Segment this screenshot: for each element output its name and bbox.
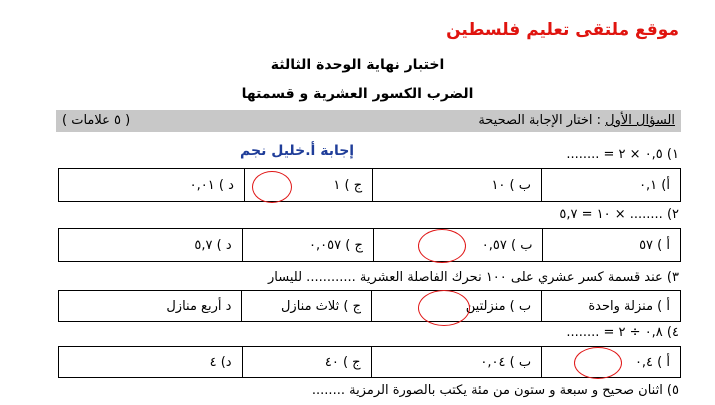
section-heading-prefix: السؤال الأول <box>605 113 675 128</box>
question-1-options <box>58 168 681 202</box>
q2-option-c[interactable]: ج ) ٠,٠٥٧ <box>242 229 373 262</box>
q4-option-d[interactable]: د) ٤ <box>59 347 243 378</box>
q1-option-d[interactable]: د ) ٠,٠١ <box>59 169 245 202</box>
section-heading-suffix: : اختار الإجابة الصحيحة <box>478 113 606 128</box>
q1-answer-circle <box>252 171 292 203</box>
q3-option-b[interactable]: ب ) منزلتين <box>372 291 542 322</box>
question-3-options <box>58 290 681 322</box>
section-marks: ( ٥ علامات ) <box>62 113 131 128</box>
q3-answer-circle <box>418 290 470 326</box>
q1-option-c[interactable]: ج ) ١ <box>244 169 372 202</box>
q2-option-d[interactable]: د ) ٥,٧ <box>59 229 243 262</box>
q2-option-b[interactable]: ب ) ٠,٥٧ <box>373 229 543 262</box>
q3-option-a[interactable]: أ ) منزلة واحدة <box>542 291 681 322</box>
q4-option-a[interactable]: أ ) ٠,٤ <box>542 347 681 378</box>
q4-option-b[interactable]: ب ) ٠,٠٤ <box>371 347 541 378</box>
section-heading <box>478 113 675 128</box>
question-2-options <box>58 228 681 262</box>
exam-title: اختبار نهاية الوحدة الثالثة <box>270 57 445 73</box>
question-2-stem: ٢) ........ × ١٠ = ٥,٧ <box>559 207 679 222</box>
question-3-stem: ٣) عند قسمة كسر عشري على ١٠٠ نحرك الفاصلة العشرية ............ لليسار <box>268 270 679 285</box>
answered-by: إجابة أ.خليل نجم <box>240 143 355 159</box>
q4-option-c[interactable]: ج ) ٤٠ <box>242 347 371 378</box>
q2-answer-circle <box>418 229 466 263</box>
section-header-bar <box>56 110 681 132</box>
q4-answer-circle <box>574 347 622 379</box>
site-name: موقع ملتقى تعليم فلسطين <box>446 20 679 40</box>
q2-option-a[interactable]: أ ) ٥٧ <box>543 229 681 262</box>
q3-option-c[interactable]: ج ) ثلاث منازل <box>242 291 372 322</box>
question-1-stem: ١) ٠,٥ × ٢ = ........ <box>566 147 679 162</box>
question-5-stem: ٥) اثنان صحيح و سبعة و ستون من مئة يكتب بالصورة الرمزية ........ <box>311 383 679 398</box>
q1-option-a[interactable]: أ) ٠,١ <box>541 169 680 202</box>
question-4-stem: ٤) ٠,٨ ÷ ٢ = ........ <box>566 325 679 340</box>
exam-subtitle: الضرب الكسور العشرية و قسمتها <box>241 86 474 102</box>
q3-option-d[interactable]: د أربع منازل <box>59 291 242 322</box>
q1-option-b[interactable]: ب ) ١٠ <box>373 169 542 202</box>
